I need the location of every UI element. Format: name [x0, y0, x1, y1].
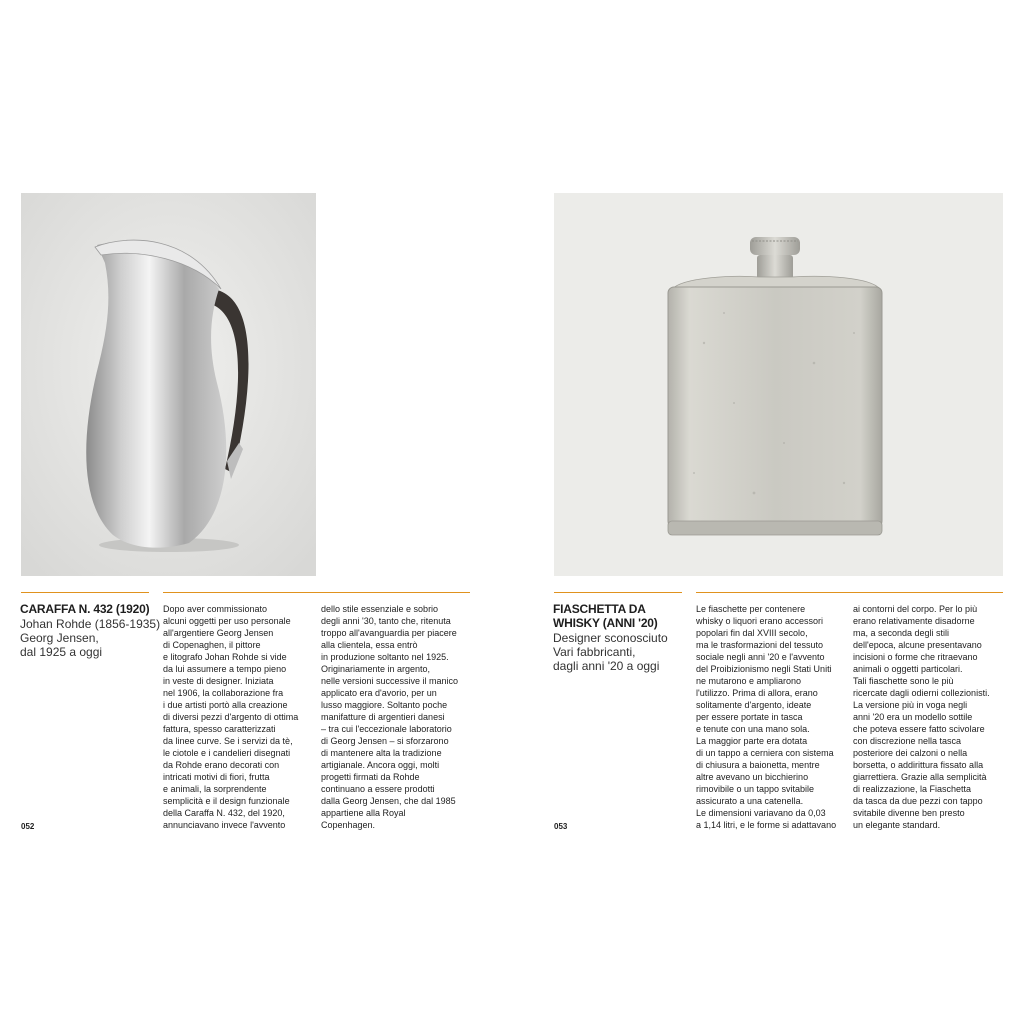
body-text-line: fattura, spesso caratterizzati	[163, 724, 276, 734]
title-rule-right	[554, 592, 682, 593]
body-text-line: Copenhagen.	[321, 820, 376, 830]
body-text-line: intricati motivi di fiori, frutta	[163, 772, 270, 782]
body-text-line: all'argentiere Georg Jensen	[163, 628, 274, 638]
body-text-line: posteriore dei calzoni o nella	[853, 748, 968, 758]
hip-flask-icon	[554, 193, 1003, 576]
body-text-line: sociale negli anni '20 e l'avvento	[696, 652, 825, 662]
body-text-line: altre avevano un bicchierino	[696, 772, 809, 782]
title-rule-left	[21, 592, 149, 593]
product-meta	[20, 617, 160, 659]
page-number: 053	[554, 822, 568, 831]
body-text-line: Le dimensioni variavano da 0,03	[696, 808, 826, 818]
body-text-line: – tra cui l'eccezionale laboratorio	[321, 724, 452, 734]
body-text-line: ma, a seconda degli stili	[853, 628, 950, 638]
body-text-line: in produzione soltanto nel 1925.	[321, 652, 449, 662]
title-line: WHISKY (ANNI '20)	[553, 616, 658, 630]
body-text-line: popolari fin dal XVIII secolo,	[696, 628, 808, 638]
meta-line: Vari fabbricanti,	[553, 645, 636, 659]
body-text-line: svitabile divenne ben presto	[853, 808, 965, 818]
body-text-line: dell'epoca, alcune presentavano	[853, 640, 982, 650]
body-text-line: di realizzazione, la Fiaschetta	[853, 784, 972, 794]
body-text-line: di Copenaghen, il pittore	[163, 640, 261, 650]
meta-line: Designer sconosciuto	[553, 631, 668, 645]
body-text-line: troppo all'avanguardia per piacere	[321, 628, 457, 638]
body-text-line: l'utilizzo. Prima di allora, erano	[696, 688, 818, 698]
text-column-2	[321, 603, 458, 831]
body-text-line: animali o oggetti particolari.	[853, 664, 963, 674]
body-text-line: progetti firmati da Rohde	[321, 772, 420, 782]
body-text-line: a 1,14 litri, e le forme si adattavano	[696, 820, 837, 830]
body-text-line: applicato era d'avorio, per un	[321, 688, 437, 698]
body-text-line: La maggior parte era dotata	[696, 736, 808, 746]
text-rule-right	[696, 592, 1003, 593]
body-text-line: in veste di designer. Iniziata	[163, 676, 274, 686]
body-text-line: i due artisti portò alla creazione	[163, 700, 288, 710]
body-text-line: e litografo Johan Rohde si vide	[163, 652, 287, 662]
body-text-line: alla clientela, essa entrò	[321, 640, 418, 650]
body-text-line: incisioni o forme che ritraevano	[853, 652, 978, 662]
body-text-line: che poteva essere fatto scivolare	[853, 724, 985, 734]
body-text-line: giarrettiera. Grazie alla semplicità	[853, 772, 987, 782]
body-text-line: e animali, la sorprendente	[163, 784, 267, 794]
product-title	[553, 602, 658, 630]
body-text-line: Tali fiaschette sono le più	[853, 676, 954, 686]
meta-line: Georg Jensen,	[20, 631, 99, 645]
body-text-line: manifatture di argentieri danesi	[321, 712, 445, 722]
body-text-line: rimovibile o un tappo svitabile	[696, 784, 815, 794]
body-text-line: artigianale. Ancora oggi, molti	[321, 760, 440, 770]
product-title: CARAFFA N. 432 (1920)	[20, 602, 150, 616]
body-text-line: degli anni '30, tanto che, ritenuta	[321, 616, 451, 626]
body-text-line: dalla Georg Jensen, che dal 1985	[321, 796, 456, 806]
silver-jug-icon	[21, 193, 316, 576]
meta-line: Johan Rohde (1856-1935)	[20, 617, 161, 631]
body-text-line: solitamente d'argento, ideate	[696, 700, 812, 710]
body-text-line: alcuni oggetti per uso personale	[163, 616, 291, 626]
body-text-line: borsetta, o addirittura fissato alla	[853, 760, 984, 770]
body-text-line: assicurato a una catenella.	[696, 796, 804, 806]
body-text-line: semplicità e il design funzionale	[163, 796, 290, 806]
body-text-line: del Proibizionismo negli Stati Uniti	[696, 664, 832, 674]
body-text-line: ma le trasformazioni del tessuto	[696, 640, 824, 650]
body-text-line: di chiusura a baionetta, mentre	[696, 760, 820, 770]
body-text-line: da linee curve. Se i servizi da tè,	[163, 736, 293, 746]
text-column-2	[853, 603, 990, 831]
body-text-line: ne mutarono e ampliarono	[696, 676, 802, 686]
body-text-line: da lui assumere a tempo pieno	[163, 664, 287, 674]
body-text-line: e tenute con una mano sola.	[696, 724, 810, 734]
body-text-line: le ciotole e i candelieri disegnati	[163, 748, 291, 758]
body-text-line: di diversi pezzi d'argento di ottima	[163, 712, 299, 722]
body-text-line: da tasca da due pezzi con tappo	[853, 796, 983, 806]
body-text-line: ricercate dagli odierni collezionisti.	[853, 688, 990, 698]
body-text-line: whisky o liquori erano accessori	[696, 616, 824, 626]
body-text-line: appartiene alla Royal	[321, 808, 406, 818]
body-text-line: dello stile essenziale e sobrio	[321, 604, 439, 614]
body-text-line: con discrezione nella tasca	[853, 736, 962, 746]
body-text-line: di mantenere alta la tradizione	[321, 748, 442, 758]
body-text-line: di Georg Jensen – si sforzarono	[321, 736, 449, 746]
flask-photo	[554, 193, 1003, 576]
meta-line: dagli anni '20 a oggi	[553, 659, 660, 673]
body-text-line: di un tappo a cerniera con sistema	[696, 748, 834, 758]
body-text-line: continuano a essere prodotti	[321, 784, 435, 794]
text-column-1	[163, 603, 298, 831]
meta-line: dal 1925 a oggi	[20, 645, 103, 659]
body-text-line: della Caraffa N. 432, del 1920,	[163, 808, 285, 818]
body-text-line: un elegante standard.	[853, 820, 941, 830]
body-text-line: anni '20 era un modello sottile	[853, 712, 973, 722]
body-text-line: lusso maggiore. Soltanto poche	[321, 700, 448, 710]
body-text-line: ai contorni del corpo. Per lo più	[853, 604, 978, 614]
body-text-line: Dopo aver commissionato	[163, 604, 268, 614]
body-text-line: erano relativamente disadorne	[853, 616, 975, 626]
body-text-line: per essere portate in tasca	[696, 712, 803, 722]
body-text-line: La versione più in voga negli	[853, 700, 968, 710]
text-column-1	[696, 603, 836, 831]
title-line: FIASCHETTA DA	[553, 602, 646, 616]
body-text-line: annunciavano invece l'avvento	[163, 820, 286, 830]
page-number: 052	[21, 822, 35, 831]
jug-photo	[21, 193, 316, 576]
body-text-line: Originariamente in argento,	[321, 664, 431, 674]
text-rule-left	[163, 592, 470, 593]
body-text-line: nel 1906, la collaborazione fra	[163, 688, 284, 698]
product-meta	[553, 631, 668, 673]
body-text-line: da Rohde erano decorati con	[163, 760, 280, 770]
body-text-line: Le fiaschette per contenere	[696, 604, 806, 614]
body-text-line: nelle versioni successive il manico	[321, 676, 459, 686]
